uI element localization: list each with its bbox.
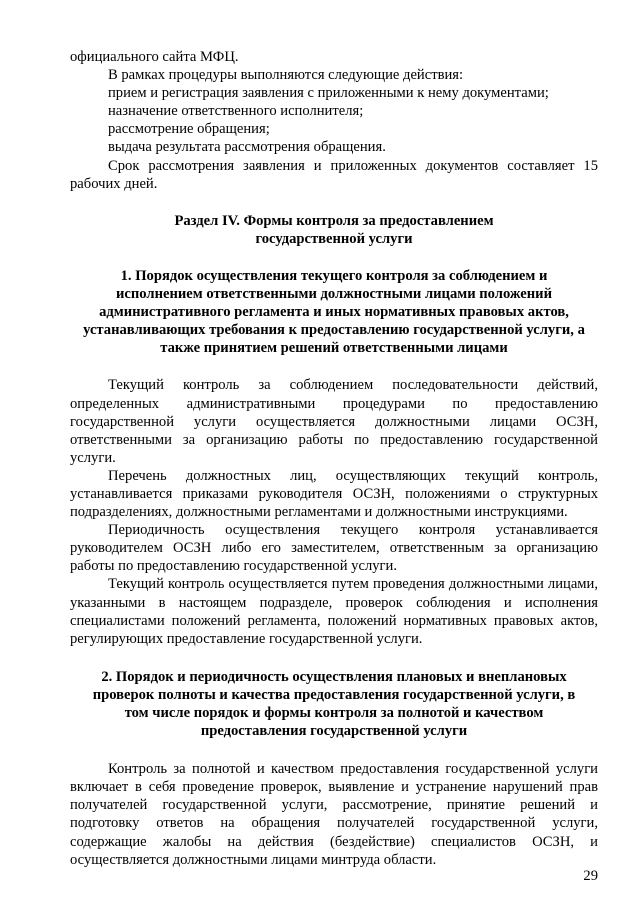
intro-continuation: официального сайта МФЦ. bbox=[70, 49, 239, 65]
subsection-title-line: 1. Порядок осуществления текущего контроля за соблюдением и bbox=[120, 267, 548, 284]
actions-intro: В рамках процедуры выполняются следующие действия: bbox=[108, 67, 464, 84]
subsection-1-body bbox=[70, 376, 598, 647]
action-item: выдача результата рассмотрения обращения. bbox=[108, 139, 386, 156]
section-title-line: Раздел IV. Формы контроля за предоставлением bbox=[174, 212, 494, 229]
section-title bbox=[70, 212, 598, 248]
action-item: назначение ответственного исполнителя; bbox=[108, 103, 364, 120]
subsection-title-line: предоставления государственной услуги bbox=[200, 723, 468, 740]
subsection-title-line: 2. Порядок и периодичность осуществления плановых и внеплановых bbox=[101, 668, 567, 685]
action-item: рассмотрение обращения; bbox=[108, 121, 270, 138]
term-paragraph: Срок рассмотрения заявления и приложенных документов составляет 15 рабочих дней. bbox=[70, 157, 598, 192]
subsection-title-line: также принятием решений ответственными лицами bbox=[160, 340, 508, 357]
subsection-title-line: административного регламента и иных нормативных правовых актов, bbox=[99, 304, 569, 321]
subsection-title-line: исполнением ответственными должностными лицами положений bbox=[116, 286, 552, 303]
body-paragraph: Контроль за полнотой и качеством предоставления государственной услуги включает в себя проведение проверок, выявление и устранение нарушений прав получателей государственной услуги, рассмотрение, принятие решений и подготовку ответов на обращения получателей государственной услуги, содержащие жалобы на действия (бездействие) специалистов ОСЗН, и осуществляется должностными лицами минтруда области. bbox=[70, 761, 598, 868]
body-paragraph: Периодичность осуществления текущего контроля устанавливается руководителем ОСЗН либо его заместителем, ответственным за организацию работы по предоставлению государственной услуги. bbox=[70, 522, 598, 575]
body-paragraph: Текущий контроль осуществляется путем проведения должностными лицами, указанными в настоящем подразделе, проверок соблюдения и исполнения специалистами положений регламента, положений нормативных правовых актов, регулирующих предоставление государственной услуги. bbox=[70, 576, 598, 647]
body-paragraph: Перечень должностных лиц, осуществляющих текущий контроль, устанавливается приказами руководителя ОСЗН, положениями о структурных подразделениях, должностными регламентами и должностными инструкциями. bbox=[70, 467, 598, 521]
subsection-2-body bbox=[70, 760, 598, 869]
subsection-title-line: проверок полноты и качества предоставления государственной услуги, в bbox=[92, 686, 576, 703]
subsection-2-title bbox=[70, 668, 598, 740]
body-paragraph: Текущий контроль за соблюдением последовательности действий, определенных административными процедурами по предоставлению государственной услуги осуществляется должностными лицами ОСЗН, ответственными за организацию работы по предоставлению государственной услуги. bbox=[70, 377, 598, 466]
page-content bbox=[70, 48, 598, 869]
page-number: 29 bbox=[583, 868, 598, 884]
subsection-title-line: том числе порядок и формы контроля за полнотой и качеством bbox=[124, 705, 544, 721]
section-title-line: государственной услуги bbox=[255, 230, 413, 247]
subsection-1-title bbox=[70, 267, 598, 357]
action-item: прием и регистрация заявления с приложенными к нему документами; bbox=[108, 85, 549, 102]
subsection-title-line: устанавливающих требования к предоставлению государственной услуги, а bbox=[83, 322, 585, 339]
